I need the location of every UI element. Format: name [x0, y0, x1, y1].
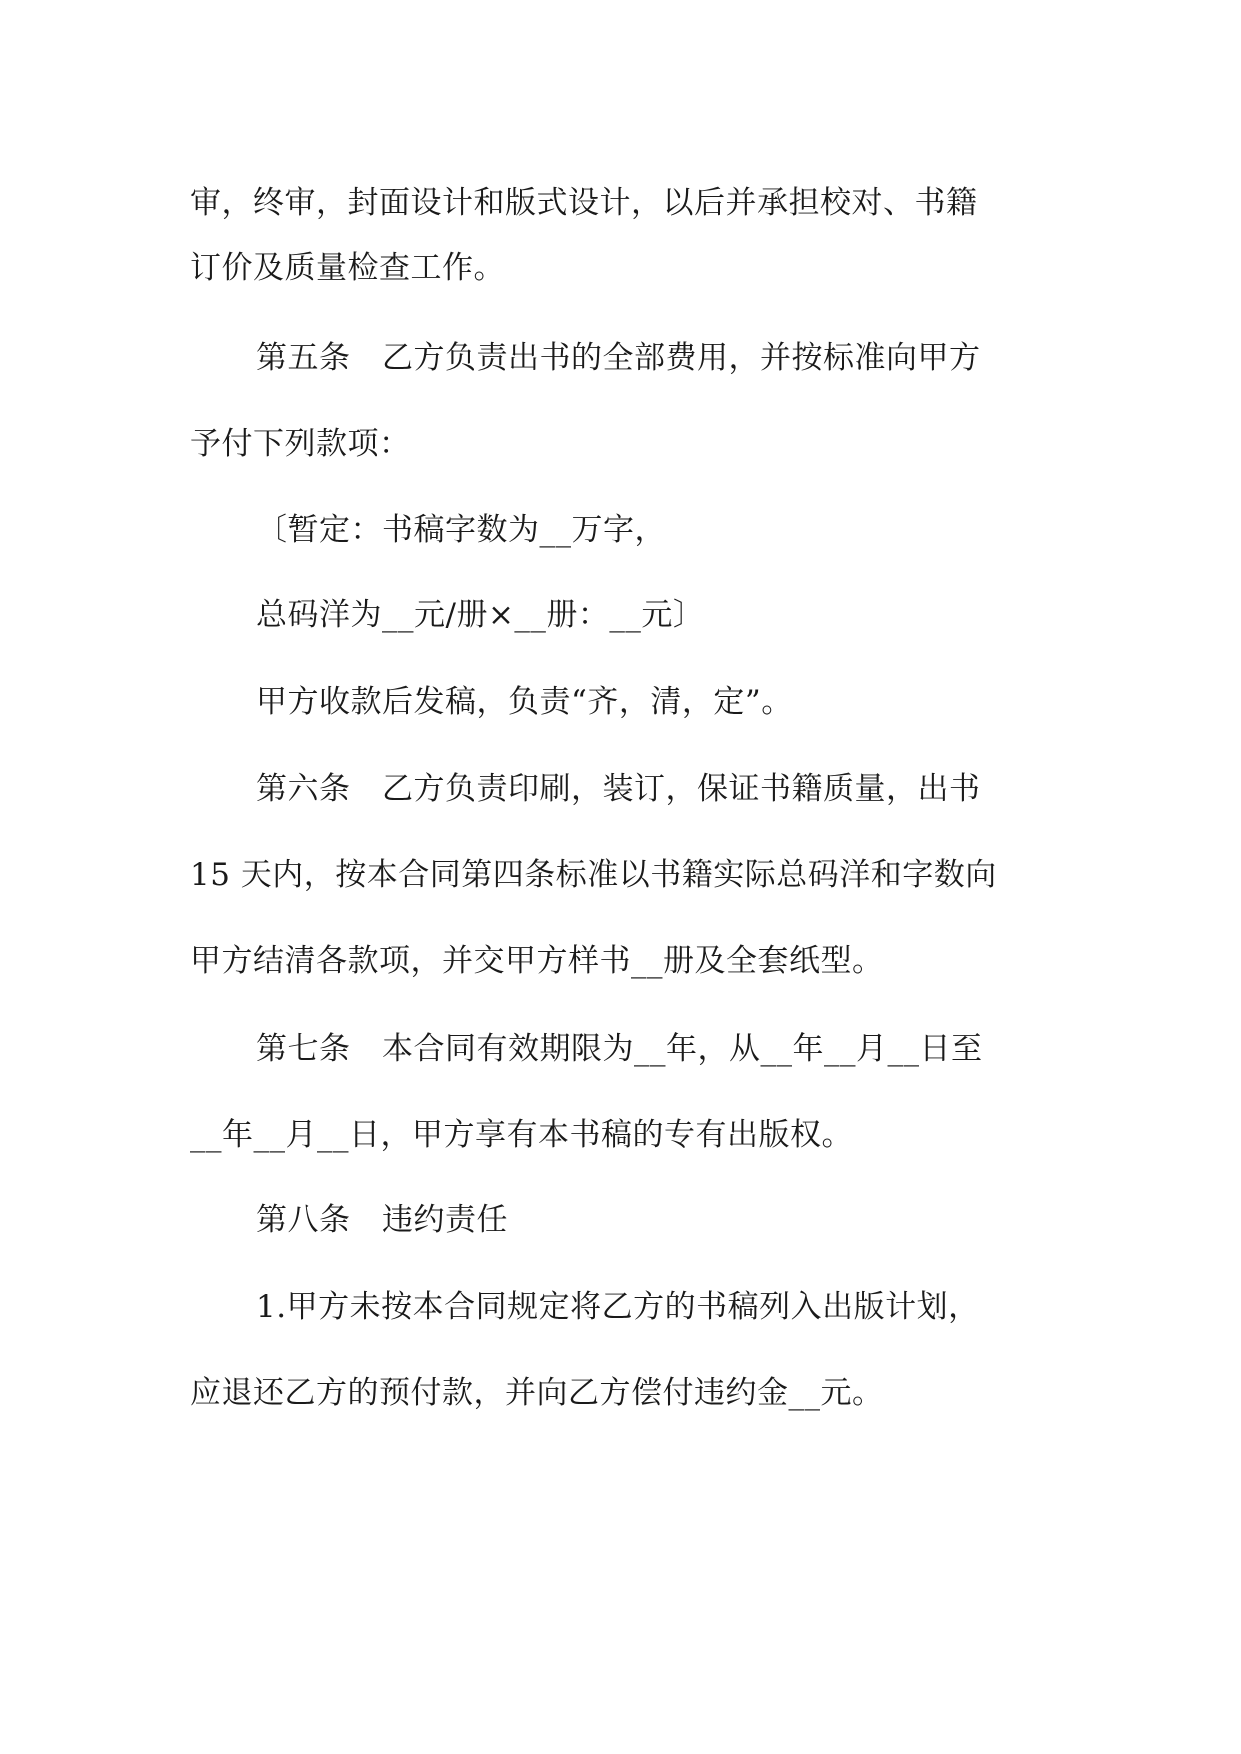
text-line: 甲方收款后发稿，负责“齐，清，定”。: [256, 684, 793, 720]
text-line: 审，终审，封面设计和版式设计，以后并承担校对、书籍: [190, 185, 978, 221]
text-line: 予付下列款项：: [190, 426, 411, 462]
text-line: 订价及质量检查工作。: [190, 250, 505, 286]
text-line: 第六条 乙方负责印刷，装订，保证书籍质量，出书: [256, 771, 981, 807]
text-line: 第八条 违约责任: [256, 1202, 508, 1238]
text-line: 〔暂定：书稿字数为__万字，: [256, 512, 666, 548]
text-line: 15 天内，按本合同第四条标准以书籍实际总码洋和字数向: [190, 857, 997, 893]
text-line: 甲方结清各款项，并交甲方样书__册及全套纸型。: [190, 943, 884, 979]
text-line: 第七条 本合同有效期限为__年，从__年__月__日至: [256, 1031, 983, 1067]
text-line: 应退还乙方的预付款，并向乙方偿付违约金__元。: [190, 1375, 884, 1411]
text-line: 总码洋为__元/册×__册：__元〕: [256, 597, 705, 633]
text-line: 第五条 乙方负责出书的全部费用，并按标准向甲方: [256, 340, 981, 376]
text-line: 1.甲方未按本合同规定将乙方的书稿列入出版计划，: [256, 1289, 980, 1325]
text-line: __年__月__日，甲方享有本书稿的专有出版权。: [190, 1117, 853, 1153]
